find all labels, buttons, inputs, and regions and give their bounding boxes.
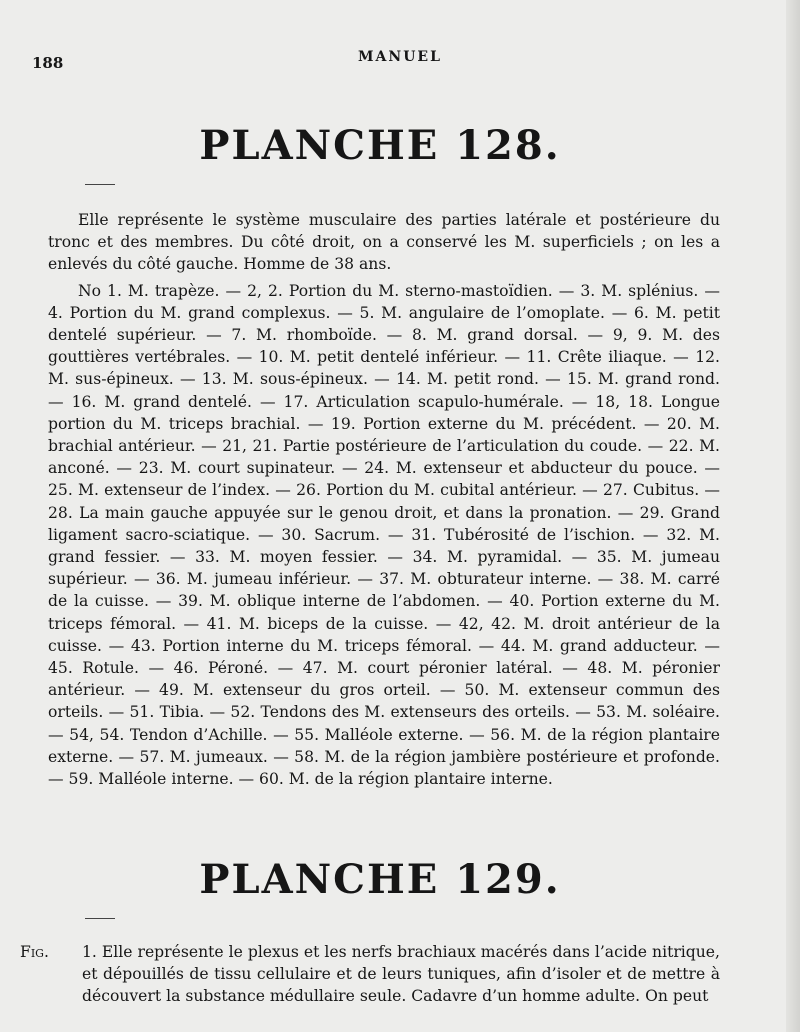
page-edge — [786, 0, 800, 1032]
fig-label: Fig. — [20, 943, 49, 961]
fig-text: 1. Elle représente le plexus et les nerfs brachiaux macérés dans l’acide nitrique, et dépouillés de tissu cellulaire et de leurs tuniques, afin d’isoler et de mettre à découvert la substance médullaire seule. Cadavre d’un homme adulte. On peut — [82, 943, 720, 1006]
running-title: MANUEL — [358, 49, 442, 65]
divider — [85, 918, 115, 919]
plate-128-legend: No 1. M. trapèze. — 2, 2. Portion du M. sterno-mastoïdien. — 3. M. splénius. — 4. Portion du M. grand complexus. — 5. M. angulaire de l’omoplate. — 6. M. petit dentelé supérieur. — 7. M. rhomboïde. — 8. M. grand dorsal. — 9, 9. M. des gouttières vertébrales. — 10. M. petit dentelé inférieur. — 11. Crête iliaque. — 12. M. sus-épineux. — 13. M. sous-épineux. — 14. M. petit rond. — 15. M. grand rond. — 16. M. grand dentelé. — 17. Articulation scapulo-humérale. — 18, 18. Longue portion du M. triceps brachial. — 19. Portion externe du M. précédent. — 20. M. brachial antérieur. — 21, 21. Partie postérieure de l’articulation du coude. — 22. M. anconé. — 23. M. court supinateur. — 24. M. extenseur et abducteur du pouce. — 25. M. extenseur de l’index. — 26. Portion du M. cubital antérieur. — 27. Cubitus. — 28. La main gauche appuyée sur le genou droit, et dans la pronation. — 29. Grand ligament sacro-sciatique. — 30. Sacrum. — 31. Tubérosité de l’ischion. — 32. M. grand fessier. — 33. M. moyen fessier. — 34. M. pyramidal. — 35. M. jumeau supérieur. — 36. M. jumeau inférieur. — 37. M. obturateur interne. — 38. M. carré de la cuisse. — 39. M. oblique interne de l’abdomen. — 40. Portion externe du M. triceps fémoral. — 41. M. biceps de la cuisse. — 42, 42. M. droit antérieur de la cuisse. — 43. Portion interne du M. triceps fémoral. — 44. M. grand adducteur. — 45. Rotule. — 46. Péroné. — 47. M. court péronier latéral. — 48. M. péronier antérieur. — 49. M. extenseur du gros orteil. — 50. M. extenseur commun des orteils. — 51. Tibia. — 52. Tendons des M. extenseurs des orteils. — 53. M. soléaire. — 54, 54. Tendon d’Achille. — 55. Malléole externe. — 56. M. de la région plantaire externe. — 57. M. jumeaux. — 58. M. de la région jambière postérieure et profonde. — 59. Malléole interne. — 60. M. de la région plantaire interne. — [48, 281, 720, 789]
plate-128-intro: Elle représente le système musculaire des parties latérale et postérieure du tronc et des membres. Du côté droit, on a conservé les M. superficiels ; on les a enlevés du côté gauche. Homme de 38 ans. — [48, 211, 720, 274]
plate-129-figure-caption — [20, 941, 720, 1008]
plate-129-title: PLANCHE 129. — [199, 856, 561, 903]
plate-128-section — [48, 209, 720, 790]
page-number: 188 — [32, 54, 64, 72]
plate-128-title: PLANCHE 128. — [199, 122, 561, 169]
divider — [85, 184, 115, 185]
